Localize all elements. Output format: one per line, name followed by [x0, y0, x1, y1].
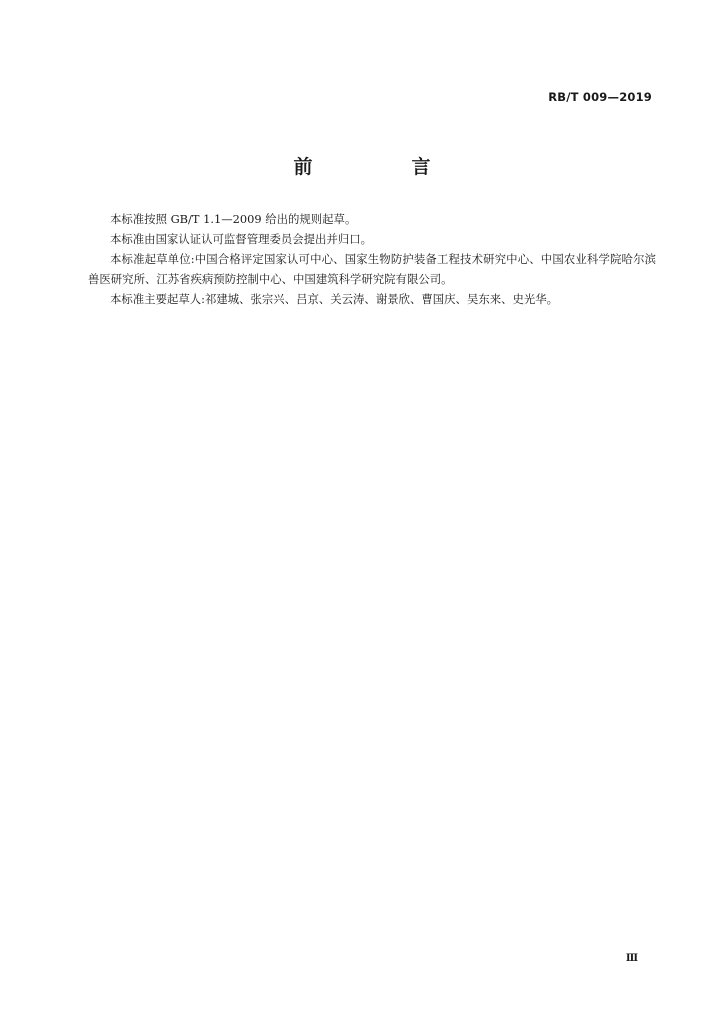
- page-number: Ⅲ: [625, 953, 638, 964]
- paragraph-drafters: 本标准主要起草人:祁建城、张宗兴、吕京、关云涛、谢景欣、曹国庆、吴东来、史光华。: [110, 292, 559, 306]
- document-code: RB/T 009—2019: [548, 90, 652, 104]
- paragraph-drafting-units: 本标准起草单位:中国合格评定国家认可中心、国家生物防护装备工程技术研究中心、中国农业科学院哈尔滨兽医研究所、江苏省疾病预防控制中心、中国建筑科学研究院有限公司。: [88, 252, 656, 286]
- section-heading: 前 言: [293, 156, 471, 178]
- paragraph-drafting-rules: 本标准按照 GB/T 1.1—2009 给出的规则起草。: [110, 212, 357, 226]
- foreword-body: [88, 209, 656, 309]
- paragraph-proposer: 本标准由国家认证认可监督管理委员会提出并归口。: [110, 232, 372, 246]
